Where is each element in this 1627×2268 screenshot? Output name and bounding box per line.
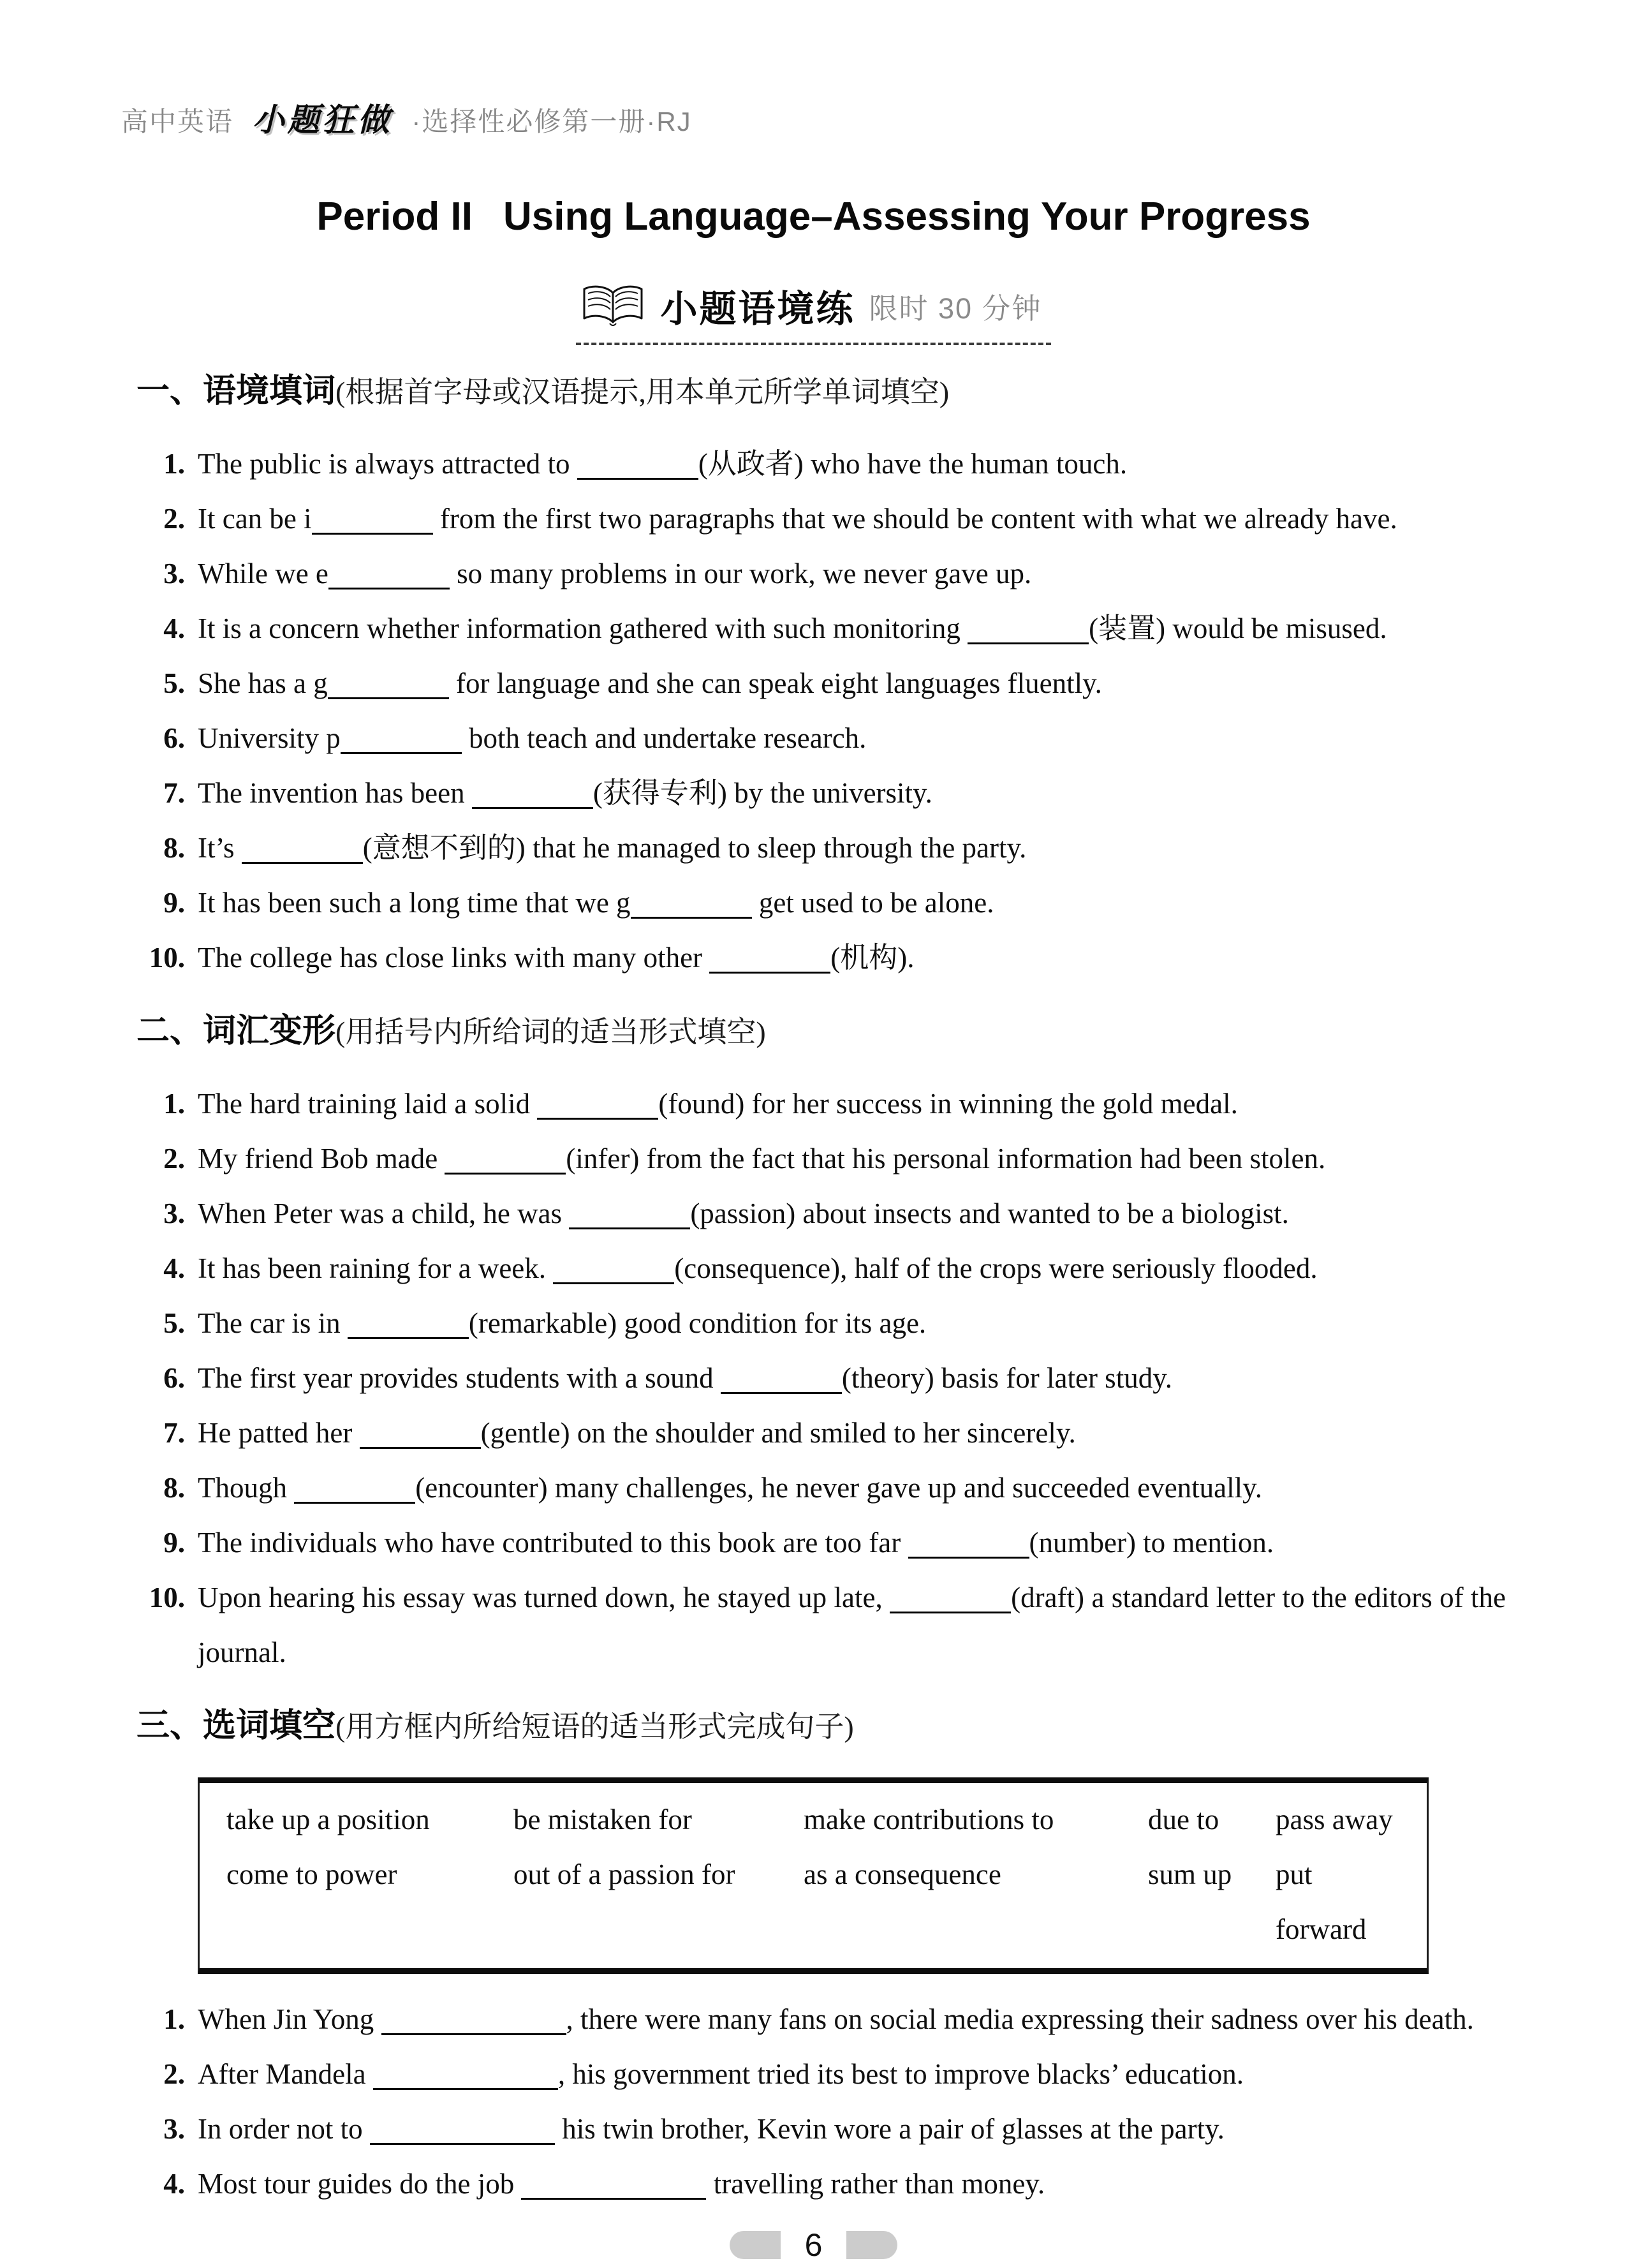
title-main: Using Language–Assessing Your Progress	[503, 195, 1311, 239]
item-text: University p both teach and undertake research.	[198, 722, 867, 754]
section-heading-note: (用括号内所给词的适当形式填空)	[335, 1016, 766, 1048]
item-text: The public is always attracted to (从政者) who have the human touch.	[198, 448, 1128, 480]
section-heading-cn: 三、选词填空	[136, 1707, 336, 1744]
item-text: When Peter was a child, he was (passion) about insects and wanted to be a biologist.	[198, 1197, 1289, 1229]
fill-in-blank[interactable]	[381, 2010, 566, 2035]
item-number: 4.	[163, 612, 185, 644]
page-title	[121, 194, 1506, 239]
section-heading-note: (用方框内所给短语的适当形式完成句子)	[335, 1710, 854, 1743]
item-number: 2.	[163, 503, 185, 535]
item-number: 6.	[163, 722, 185, 754]
item-number: 7.	[163, 1417, 185, 1449]
item-text: When Jin Yong , there were many fans on social media expressing their sadness over his death.	[198, 2003, 1474, 2035]
item-text: It has been raining for a week. (consequence), half of the crops were seriously flooded.	[198, 1252, 1318, 1284]
item-text: The first year provides students with a sound (theory) basis for later study.	[198, 1362, 1173, 1394]
item-text: In order not to his twin brother, Kevin wore a pair of glasses at the party.	[198, 2113, 1225, 2145]
item-number: 10.	[149, 942, 185, 974]
section-heading	[136, 1002, 1506, 1069]
badge-title: 小题语境练	[660, 288, 855, 330]
badge-time-limit: 限时 30 分钟	[869, 292, 1042, 325]
item-number: 9.	[163, 1527, 185, 1559]
footer-right-bar	[846, 2231, 897, 2259]
item-text: Upon hearing his essay was turned down, he stayed up late, (draft) a standard letter to the editors of the journal.	[198, 1582, 1506, 1668]
word-box-phrase: due to	[1148, 1804, 1219, 1835]
fill-in-blank[interactable]	[328, 674, 449, 699]
exercise-item	[121, 656, 1506, 711]
fill-in-blank[interactable]	[631, 894, 752, 919]
fill-in-blank[interactable]	[537, 1095, 658, 1120]
fill-in-blank[interactable]	[445, 1150, 566, 1175]
fill-in-blank[interactable]	[577, 455, 698, 480]
item-text: The car is in (remarkable) good condition for its age.	[198, 1307, 927, 1339]
phrase-word-box	[198, 1777, 1429, 1974]
fill-in-blank[interactable]	[709, 949, 830, 974]
section-heading-cn: 一、语境填词	[136, 373, 336, 410]
word-box-phrase: make contributions to	[804, 1804, 1054, 1835]
word-box-row	[226, 1792, 1400, 1847]
fill-in-blank[interactable]	[242, 839, 363, 864]
fill-in-blank[interactable]	[312, 510, 433, 535]
word-box-phrase: come to power	[226, 1858, 397, 1890]
fill-in-blank[interactable]	[370, 2120, 555, 2145]
item-number: 1.	[163, 1088, 185, 1120]
item-list	[121, 1992, 1506, 2211]
item-text: The individuals who have contributed to this book are too far (number) to mention.	[198, 1527, 1274, 1559]
item-text: After Mandela , his government tried its best to improve blacks’ education.	[198, 2058, 1244, 2090]
title-period: Period II	[316, 195, 473, 239]
item-text: It has been such a long time that we g get used to be alone.	[198, 887, 994, 919]
item-number: 9.	[163, 887, 185, 919]
exercise-item	[121, 766, 1506, 820]
fill-in-blank[interactable]	[341, 729, 462, 754]
section-heading	[136, 1696, 1506, 1763]
page-number: 6	[804, 2227, 823, 2263]
item-number: 3.	[163, 1197, 185, 1229]
item-number: 1.	[163, 448, 185, 480]
exercise-item	[121, 1186, 1506, 1241]
exercise-item	[121, 1460, 1506, 1515]
item-text: Most tour guides do the job travelling rather than money.	[198, 2168, 1045, 2200]
fill-in-blank[interactable]	[328, 565, 450, 589]
item-number: 5.	[163, 1307, 185, 1339]
word-box-phrase: out of a passion for	[513, 1858, 735, 1890]
fill-in-blank[interactable]	[968, 619, 1089, 644]
header-book-edition: ·选择性必修第一册·RJ	[411, 107, 692, 137]
exercise-item	[121, 820, 1506, 875]
item-text: While we e so many problems in our work, we never gave up.	[198, 558, 1032, 589]
item-text: The college has close links with many other (机构).	[198, 942, 915, 974]
fill-in-blank[interactable]	[553, 1259, 674, 1284]
fill-in-blank[interactable]	[721, 1369, 842, 1394]
fill-in-blank[interactable]	[908, 1534, 1029, 1559]
fill-in-blank[interactable]	[890, 1589, 1011, 1613]
fill-in-blank[interactable]	[373, 2065, 558, 2090]
exercise-item	[121, 1131, 1506, 1186]
practice-badge-row	[121, 279, 1506, 345]
running-header	[121, 94, 1506, 140]
exercise-item	[121, 1296, 1506, 1351]
word-box-phrase: take up a position	[226, 1804, 430, 1835]
fill-in-blank[interactable]	[569, 1204, 690, 1229]
item-number: 8.	[163, 1472, 185, 1504]
item-number: 5.	[163, 667, 185, 699]
exercise-item	[121, 1351, 1506, 1405]
practice-badge	[576, 279, 1050, 345]
section-phrase-fill	[121, 1696, 1506, 2211]
exercise-item	[121, 1405, 1506, 1460]
exercise-item	[121, 601, 1506, 656]
exercise-item	[121, 2156, 1506, 2211]
exercise-item	[121, 711, 1506, 766]
item-text: It can be i from the first two paragraphs that we should be content with what we already have.	[198, 503, 1397, 535]
item-text: She has a g for language and she can speak eight languages fluently.	[198, 667, 1102, 699]
item-number: 7.	[163, 777, 185, 809]
item-text: My friend Bob made (infer) from the fact that his personal information had been stolen.	[198, 1143, 1326, 1175]
exercise-item	[121, 1241, 1506, 1296]
item-number: 8.	[163, 832, 185, 864]
fill-in-blank[interactable]	[472, 784, 593, 809]
exercise-item	[121, 491, 1506, 546]
exercise-item	[121, 1076, 1506, 1131]
fill-in-blank[interactable]	[294, 1479, 415, 1504]
item-text: The invention has been (获得专利) by the university.	[198, 777, 932, 809]
open-book-icon	[580, 283, 646, 329]
fill-in-blank[interactable]	[348, 1314, 469, 1339]
item-text: It’s (意想不到的) that he managed to sleep through the party.	[198, 832, 1027, 864]
exercise-item	[121, 875, 1506, 930]
item-number: 1.	[163, 2003, 185, 2035]
item-number: 3.	[163, 2113, 185, 2145]
word-box-phrase: be mistaken for	[513, 1804, 692, 1835]
page-footer	[121, 2227, 1506, 2264]
section-heading	[136, 362, 1506, 429]
section-context-words	[121, 362, 1506, 985]
item-text: The hard training laid a solid (found) for her success in winning the gold medal.	[198, 1088, 1238, 1120]
item-text: It is a concern whether information gathered with such monitoring (装置) would be misused.	[198, 612, 1387, 644]
word-box-phrase: pass away	[1276, 1804, 1393, 1835]
exercise-item	[121, 546, 1506, 601]
exercise-item	[121, 2047, 1506, 2101]
item-list	[121, 1076, 1506, 1680]
item-number: 2.	[163, 2058, 185, 2090]
exercise-item	[121, 436, 1506, 491]
word-box-phrase: sum up	[1148, 1858, 1232, 1890]
item-number: 2.	[163, 1143, 185, 1175]
footer-left-bar	[730, 2231, 781, 2259]
brand-logo: 小题狂做	[252, 102, 393, 138]
section-heading-note: (根据首字母或汉语提示,用本单元所学单词填空)	[335, 376, 950, 408]
item-number: 6.	[163, 1362, 185, 1394]
word-box-phrase: put forward	[1276, 1858, 1367, 1945]
section-heading-cn: 二、词汇变形	[136, 1012, 336, 1049]
item-number: 4.	[163, 2168, 185, 2200]
item-number: 3.	[163, 558, 185, 589]
item-text: He patted her (gentle) on the shoulder and smiled to her sincerely.	[198, 1417, 1076, 1449]
header-course: 高中英语	[121, 107, 234, 137]
item-number: 4.	[163, 1252, 185, 1284]
item-text: Though (encounter) many challenges, he never gave up and succeeded eventually.	[198, 1472, 1262, 1504]
item-number: 10.	[149, 1582, 185, 1613]
item-list	[121, 436, 1506, 985]
exercise-item	[121, 930, 1506, 985]
exercise-item	[121, 1992, 1506, 2047]
exercise-item	[121, 2101, 1506, 2156]
fill-in-blank[interactable]	[521, 2175, 706, 2200]
exercise-item	[121, 1515, 1506, 1570]
word-box-row	[226, 1847, 1400, 1957]
word-box-phrase: as a consequence	[804, 1858, 1001, 1890]
section-word-forms	[121, 1002, 1506, 1680]
fill-in-blank[interactable]	[360, 1424, 481, 1449]
exercise-item	[121, 1570, 1506, 1680]
